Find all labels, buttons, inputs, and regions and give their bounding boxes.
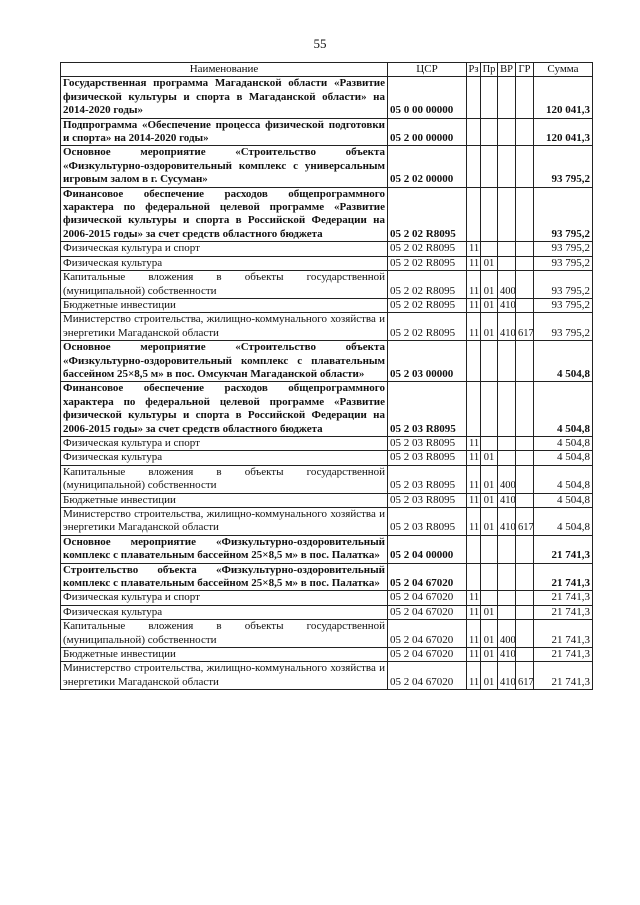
row-gr: 617 <box>516 313 534 341</box>
row-vr <box>498 436 516 450</box>
row-pr <box>481 187 498 242</box>
table-header-row <box>61 63 593 77</box>
row-vr <box>498 242 516 256</box>
row-pr <box>481 535 498 563</box>
row-gr <box>516 436 534 450</box>
row-pr: 01 <box>481 256 498 270</box>
row-gr <box>516 535 534 563</box>
row-name: Физическая культура <box>61 451 388 465</box>
row-csr: 05 2 03 R8095 <box>388 382 467 437</box>
row-vr <box>498 535 516 563</box>
row-pr: 01 <box>481 313 498 341</box>
row-rz: 11 <box>467 436 481 450</box>
row-gr <box>516 242 534 256</box>
row-name: Физическая культура и спорт <box>61 436 388 450</box>
row-sum: 21 741,3 <box>534 605 593 619</box>
row-vr: 410 <box>498 313 516 341</box>
row-pr: 01 <box>481 620 498 648</box>
row-gr <box>516 298 534 312</box>
row-sum: 21 741,3 <box>534 648 593 662</box>
row-rz: 11 <box>467 313 481 341</box>
row-rz: 11 <box>467 451 481 465</box>
row-rz <box>467 118 481 146</box>
row-csr: 05 2 02 00000 <box>388 146 467 187</box>
row-csr: 05 2 03 R8095 <box>388 465 467 493</box>
row-gr <box>516 591 534 605</box>
row-csr: 05 2 04 67020 <box>388 591 467 605</box>
row-rz: 11 <box>467 662 481 690</box>
row-sum: 21 741,3 <box>534 620 593 648</box>
row-gr <box>516 146 534 187</box>
row-csr: 05 2 03 R8095 <box>388 436 467 450</box>
table-row <box>61 313 593 341</box>
row-rz: 11 <box>467 256 481 270</box>
row-csr: 05 2 03 00000 <box>388 341 467 382</box>
row-vr <box>498 382 516 437</box>
row-gr <box>516 256 534 270</box>
row-pr <box>481 146 498 187</box>
row-rz: 11 <box>467 493 481 507</box>
row-sum: 93 795,2 <box>534 242 593 256</box>
row-name: Финансовое обеспечение расходов общепрограммного характера по федеральной целевой программе «Развитие физической культуры и спорта в Российской Федерации на 2006-2015 годы» за счет средств областного бюджета <box>61 187 388 242</box>
row-csr: 05 2 02 R8095 <box>388 271 467 299</box>
row-name: Бюджетные инвестиции <box>61 298 388 312</box>
row-rz <box>467 341 481 382</box>
row-pr <box>481 242 498 256</box>
row-csr: 05 2 02 R8095 <box>388 242 467 256</box>
row-csr: 05 2 03 R8095 <box>388 493 467 507</box>
row-sum: 93 795,2 <box>534 146 593 187</box>
header-name: Наименование <box>61 63 388 77</box>
row-sum: 93 795,2 <box>534 271 593 299</box>
table-row <box>61 563 593 591</box>
row-sum: 120 041,3 <box>534 77 593 118</box>
row-rz: 11 <box>467 591 481 605</box>
row-pr: 01 <box>481 451 498 465</box>
row-gr <box>516 271 534 299</box>
table-row <box>61 648 593 662</box>
table-row <box>61 605 593 619</box>
page-number: 55 <box>313 36 327 51</box>
row-rz <box>467 535 481 563</box>
row-name: Государственная программа Магаданской области «Развитие физической культуры и спорта в Магаданской области» на 2014-2020 годы» <box>61 77 388 118</box>
row-pr <box>481 563 498 591</box>
row-sum: 4 504,8 <box>534 508 593 536</box>
header-pr: Пр <box>481 63 498 77</box>
row-gr <box>516 77 534 118</box>
table-row <box>61 341 593 382</box>
table-row <box>61 146 593 187</box>
row-name: Физическая культура <box>61 256 388 270</box>
row-csr: 05 2 04 67020 <box>388 605 467 619</box>
row-name: Бюджетные инвестиции <box>61 648 388 662</box>
row-vr <box>498 341 516 382</box>
row-rz: 11 <box>467 620 481 648</box>
row-gr <box>516 605 534 619</box>
row-vr <box>498 605 516 619</box>
row-name: Финансовое обеспечение расходов общепрограммного характера по федеральной целевой программе «Развитие физической культуры и спорта в Российской Федерации на 2006-2015 годы» за счет средств областного бюджета <box>61 382 388 437</box>
row-name: Бюджетные инвестиции <box>61 493 388 507</box>
table-row <box>61 436 593 450</box>
header-gr: ГР <box>516 63 534 77</box>
row-name: Основное мероприятие «Физкультурно-оздоровительный комплекс с плавательным бассейном 25×8,5 м» в пос. Палатка» <box>61 535 388 563</box>
row-name: Министерство строительства, жилищно-коммунального хозяйства и энергетики Магаданской области <box>61 508 388 536</box>
row-name: Капитальные вложения в объекты государственной (муниципальной) собственности <box>61 465 388 493</box>
row-vr <box>498 118 516 146</box>
row-gr <box>516 382 534 437</box>
table-row <box>61 620 593 648</box>
row-vr <box>498 146 516 187</box>
row-vr: 400 <box>498 620 516 648</box>
table-row <box>61 187 593 242</box>
table-row <box>61 493 593 507</box>
header-sum: Сумма <box>534 63 593 77</box>
row-name: Подпрограмма «Обеспечение процесса физической подготовки и спорта» на 2014-2020 годы» <box>61 118 388 146</box>
row-vr <box>498 563 516 591</box>
table-row <box>61 591 593 605</box>
row-vr: 400 <box>498 271 516 299</box>
table-row <box>61 535 593 563</box>
row-sum: 93 795,2 <box>534 313 593 341</box>
row-csr: 05 2 04 00000 <box>388 535 467 563</box>
row-name: Основное мероприятие «Строительство объекта «Физкультурно-оздоровительный комплекс с плавательным бассейном 25×8,5 м» в пос. Омсукчан Магаданской области» <box>61 341 388 382</box>
row-gr <box>516 451 534 465</box>
row-pr <box>481 591 498 605</box>
row-name: Капитальные вложения в объекты государственной (муниципальной) собственности <box>61 620 388 648</box>
table-row <box>61 242 593 256</box>
row-pr <box>481 436 498 450</box>
row-pr <box>481 341 498 382</box>
table-row <box>61 298 593 312</box>
row-sum: 4 504,8 <box>534 436 593 450</box>
row-name: Основное мероприятие «Строительство объекта «Физкультурно-оздоровительный комплекс с универсальным игровым залом в г. Сусуман» <box>61 146 388 187</box>
row-name: Министерство строительства, жилищно-коммунального хозяйства и энергетики Магаданской области <box>61 313 388 341</box>
row-csr: 05 2 02 R8095 <box>388 298 467 312</box>
row-sum: 21 741,3 <box>534 591 593 605</box>
table-row <box>61 271 593 299</box>
row-csr: 05 2 04 67020 <box>388 563 467 591</box>
table-row <box>61 382 593 437</box>
row-gr <box>516 563 534 591</box>
row-csr: 05 2 04 67020 <box>388 648 467 662</box>
row-csr: 05 2 03 R8095 <box>388 508 467 536</box>
row-pr: 01 <box>481 508 498 536</box>
row-sum: 4 504,8 <box>534 465 593 493</box>
table-row <box>61 451 593 465</box>
header-csr: ЦСР <box>388 63 467 77</box>
row-gr <box>516 493 534 507</box>
row-vr: 400 <box>498 465 516 493</box>
header-rz: Рз <box>468 64 479 75</box>
table-row <box>61 118 593 146</box>
row-name: Строительство объекта «Физкультурно-оздоровительный комплекс с плавательным бассейном 25×8,5 м» в пос. Палатка» <box>61 563 388 591</box>
row-csr: 05 0 00 00000 <box>388 77 467 118</box>
row-vr: 410 <box>498 648 516 662</box>
row-gr: 617 <box>516 508 534 536</box>
row-sum: 4 504,8 <box>534 451 593 465</box>
row-sum: 4 504,8 <box>534 493 593 507</box>
row-name: Физическая культура и спорт <box>61 591 388 605</box>
row-csr: 05 2 02 R8095 <box>388 187 467 242</box>
row-gr <box>516 341 534 382</box>
row-sum: 4 504,8 <box>534 341 593 382</box>
row-rz: 11 <box>467 242 481 256</box>
budget-table <box>60 62 593 690</box>
row-pr: 01 <box>481 662 498 690</box>
row-pr: 01 <box>481 465 498 493</box>
row-pr: 01 <box>481 605 498 619</box>
row-csr: 05 2 04 67020 <box>388 662 467 690</box>
row-gr <box>516 648 534 662</box>
row-vr <box>498 256 516 270</box>
row-pr: 01 <box>481 271 498 299</box>
row-vr: 410 <box>498 508 516 536</box>
row-csr: 05 2 02 R8095 <box>388 256 467 270</box>
row-pr <box>481 118 498 146</box>
row-gr <box>516 465 534 493</box>
row-sum: 93 795,2 <box>534 298 593 312</box>
row-rz: 11 <box>467 508 481 536</box>
row-pr: 01 <box>481 648 498 662</box>
row-vr <box>498 187 516 242</box>
row-sum: 21 741,3 <box>534 662 593 690</box>
row-rz <box>467 563 481 591</box>
row-pr <box>481 382 498 437</box>
row-vr <box>498 591 516 605</box>
row-rz <box>467 77 481 118</box>
row-csr: 05 2 00 00000 <box>388 118 467 146</box>
row-gr <box>516 187 534 242</box>
row-sum: 93 795,2 <box>534 187 593 242</box>
row-rz <box>467 382 481 437</box>
table-row <box>61 662 593 690</box>
row-sum: 4 504,8 <box>534 382 593 437</box>
row-vr <box>498 77 516 118</box>
row-vr: 410 <box>498 298 516 312</box>
row-csr: 05 2 04 67020 <box>388 620 467 648</box>
row-pr: 01 <box>481 493 498 507</box>
row-rz: 11 <box>467 298 481 312</box>
row-gr <box>516 118 534 146</box>
row-name: Физическая культура <box>61 605 388 619</box>
row-vr: 410 <box>498 493 516 507</box>
row-pr <box>481 77 498 118</box>
table-row <box>61 465 593 493</box>
table-row <box>61 256 593 270</box>
row-sum: 93 795,2 <box>534 256 593 270</box>
row-vr <box>498 451 516 465</box>
row-name: Министерство строительства, жилищно-коммунального хозяйства и энергетики Магаданской области <box>61 662 388 690</box>
header-vr: ВР <box>498 63 516 77</box>
row-rz: 11 <box>467 271 481 299</box>
row-name: Капитальные вложения в объекты государственной (муниципальной) собственности <box>61 271 388 299</box>
row-gr: 617 <box>516 662 534 690</box>
row-rz <box>467 187 481 242</box>
row-sum: 21 741,3 <box>534 535 593 563</box>
table-row <box>61 77 593 118</box>
row-rz: 11 <box>467 648 481 662</box>
row-pr: 01 <box>481 298 498 312</box>
row-rz <box>467 146 481 187</box>
row-rz: 11 <box>467 465 481 493</box>
row-sum: 120 041,3 <box>534 118 593 146</box>
row-rz: 11 <box>467 605 481 619</box>
table-row <box>61 508 593 536</box>
row-csr: 05 2 03 R8095 <box>388 451 467 465</box>
row-vr: 410 <box>498 662 516 690</box>
row-csr: 05 2 02 R8095 <box>388 313 467 341</box>
row-name: Физическая культура и спорт <box>61 242 388 256</box>
row-gr <box>516 620 534 648</box>
row-sum: 21 741,3 <box>534 563 593 591</box>
